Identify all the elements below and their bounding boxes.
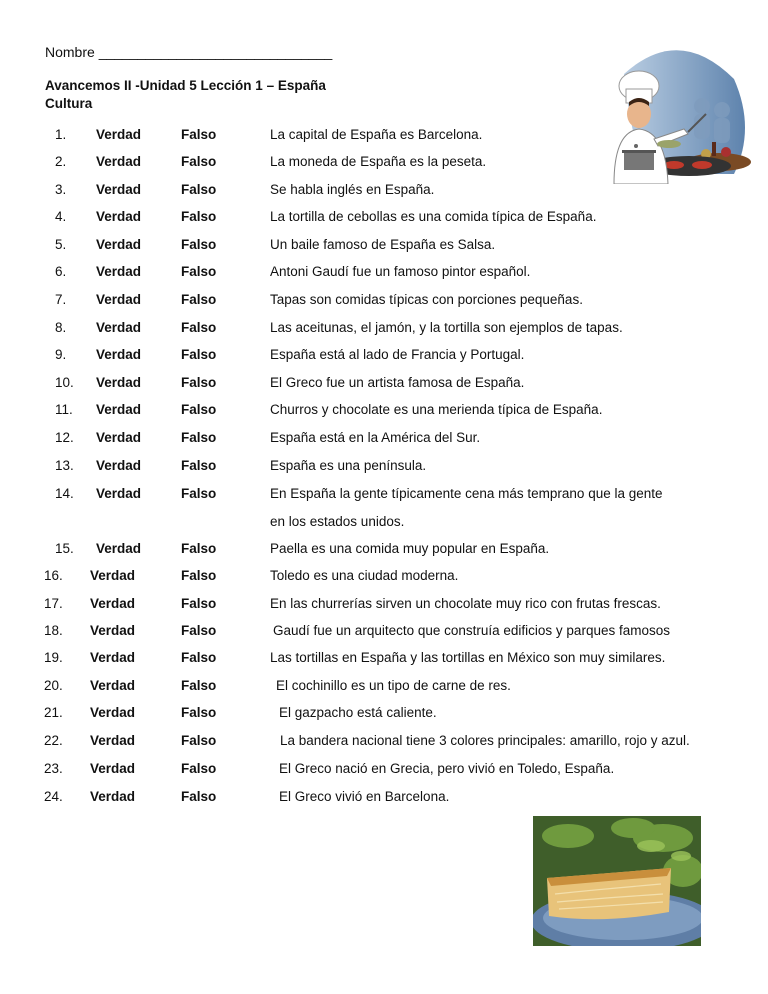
falso-option[interactable]: Falso	[181, 789, 217, 804]
question-number: 2.	[55, 154, 67, 169]
question-statement: El Greco nació en Grecia, pero vivió en Toledo, España.	[279, 761, 615, 776]
verdad-option[interactable]: Verdad	[96, 292, 142, 307]
tortilla-photo	[533, 816, 701, 946]
verdad-option[interactable]: Verdad	[96, 264, 142, 279]
verdad-option[interactable]: Verdad	[90, 623, 136, 638]
question-statement: La bandera nacional tiene 3 colores principales: amarillo, rojo y azul.	[280, 733, 690, 748]
question-statement-continuation: en los estados unidos.	[270, 514, 405, 529]
question-statement: El Greco fue un artista famosa de España.	[270, 375, 525, 390]
verdad-option[interactable]: Verdad	[96, 209, 142, 224]
verdad-option[interactable]: Verdad	[90, 678, 136, 693]
question-number: 15.	[55, 541, 74, 556]
question-statement: La capital de España es Barcelona.	[270, 127, 483, 142]
question-number: 17.	[44, 596, 63, 611]
falso-option[interactable]: Falso	[181, 623, 217, 638]
falso-option[interactable]: Falso	[181, 650, 217, 665]
falso-option[interactable]: Falso	[181, 209, 217, 224]
question-number: 12.	[55, 430, 74, 445]
question-statement: El Greco vivió en Barcelona.	[279, 789, 450, 804]
question-number: 16.	[44, 568, 63, 583]
question-number: 7.	[55, 292, 67, 307]
falso-option[interactable]: Falso	[181, 154, 217, 169]
question-number: 4.	[55, 209, 67, 224]
question-statement: España es una península.	[270, 458, 427, 473]
question-statement: Un baile famoso de España es Salsa.	[270, 237, 496, 252]
falso-option[interactable]: Falso	[181, 541, 217, 556]
question-statement: El cochinillo es un tipo de carne de res.	[276, 678, 511, 693]
question-number: 20.	[44, 678, 63, 693]
verdad-option[interactable]: Verdad	[96, 154, 142, 169]
question-number: 10.	[55, 375, 74, 390]
falso-option[interactable]: Falso	[181, 320, 217, 335]
falso-option[interactable]: Falso	[181, 458, 217, 473]
question-statement: En las churrerías sirven un chocolate muy rico con frutas frescas.	[270, 596, 661, 611]
falso-option[interactable]: Falso	[181, 596, 217, 611]
question-statement: Toledo es una ciudad moderna.	[270, 568, 459, 583]
question-number: 24.	[44, 789, 63, 804]
question-number: 11.	[55, 402, 73, 417]
question-statement: Antoni Gaudí fue un famoso pintor español.	[270, 264, 531, 279]
question-number: 1.	[55, 127, 67, 142]
verdad-option[interactable]: Verdad	[96, 458, 142, 473]
falso-option[interactable]: Falso	[181, 568, 217, 583]
verdad-option[interactable]: Verdad	[90, 761, 136, 776]
falso-option[interactable]: Falso	[181, 761, 217, 776]
name-label: Nombre	[45, 44, 95, 60]
verdad-option[interactable]: Verdad	[90, 733, 136, 748]
question-statement: Las aceitunas, el jamón, y la tortilla son ejemplos de tapas.	[270, 320, 623, 335]
name-line	[45, 44, 332, 60]
falso-option[interactable]: Falso	[181, 182, 217, 197]
question-number: 14.	[55, 486, 74, 501]
falso-option[interactable]: Falso	[181, 375, 217, 390]
question-number: 3.	[55, 182, 67, 197]
chef-illustration	[584, 34, 756, 184]
question-statement: Gaudí fue un arquitecto que construía edificios y parques famosos	[273, 623, 670, 638]
question-number: 22.	[44, 733, 63, 748]
verdad-option[interactable]: Verdad	[96, 127, 142, 142]
question-statement: La moneda de España es la peseta.	[270, 154, 487, 169]
verdad-option[interactable]: Verdad	[90, 596, 136, 611]
falso-option[interactable]: Falso	[181, 678, 217, 693]
question-statement: Las tortillas en España y las tortillas en México son muy similares.	[270, 650, 666, 665]
verdad-option[interactable]: Verdad	[96, 237, 142, 252]
falso-option[interactable]: Falso	[181, 237, 217, 252]
question-statement: Tapas son comidas típicas con porciones pequeñas.	[270, 292, 583, 307]
question-statement: En España la gente típicamente cena más temprano que la gente	[270, 486, 663, 501]
question-number: 13.	[55, 458, 74, 473]
question-statement: España está al lado de Francia y Portugal.	[270, 347, 525, 362]
falso-option[interactable]: Falso	[181, 486, 217, 501]
verdad-option[interactable]: Verdad	[90, 568, 136, 583]
falso-option[interactable]: Falso	[181, 264, 217, 279]
falso-option[interactable]: Falso	[181, 733, 217, 748]
worksheet-title: Avancemos II -Unidad 5 Lección 1 – España	[45, 78, 326, 93]
question-statement: El gazpacho está caliente.	[279, 705, 437, 720]
question-number: 19.	[44, 650, 63, 665]
question-statement: Paella es una comida muy popular en España.	[270, 541, 550, 556]
verdad-option[interactable]: Verdad	[96, 375, 142, 390]
verdad-option[interactable]: Verdad	[90, 705, 136, 720]
falso-option[interactable]: Falso	[181, 430, 217, 445]
question-statement: España está en la América del Sur.	[270, 430, 481, 445]
name-blank[interactable]: ______________________________	[98, 44, 333, 60]
verdad-option[interactable]: Verdad	[96, 541, 142, 556]
worksheet-subtitle: Cultura	[45, 96, 93, 111]
verdad-option[interactable]: Verdad	[96, 347, 142, 362]
falso-option[interactable]: Falso	[181, 292, 217, 307]
falso-option[interactable]: Falso	[181, 347, 217, 362]
verdad-option[interactable]: Verdad	[90, 789, 136, 804]
falso-option[interactable]: Falso	[181, 705, 217, 720]
question-number: 5.	[55, 237, 67, 252]
question-number: 23.	[44, 761, 63, 776]
question-statement: La tortilla de cebollas es una comida típica de España.	[270, 209, 597, 224]
question-number: 18.	[44, 623, 63, 638]
question-number: 21.	[44, 705, 63, 720]
verdad-option[interactable]: Verdad	[90, 650, 136, 665]
question-statement: Churros y chocolate es una merienda típica de España.	[270, 402, 603, 417]
question-number: 8.	[55, 320, 67, 335]
falso-option[interactable]: Falso	[181, 127, 217, 142]
verdad-option[interactable]: Verdad	[96, 402, 142, 417]
verdad-option[interactable]: Verdad	[96, 182, 142, 197]
question-number: 9.	[55, 347, 67, 362]
falso-option[interactable]: Falso	[181, 402, 217, 417]
verdad-option[interactable]: Verdad	[96, 486, 142, 501]
verdad-option[interactable]: Verdad	[96, 320, 142, 335]
question-number: 6.	[55, 264, 67, 279]
question-statement: Se habla inglés en España.	[270, 182, 435, 197]
verdad-option[interactable]: Verdad	[96, 430, 142, 445]
